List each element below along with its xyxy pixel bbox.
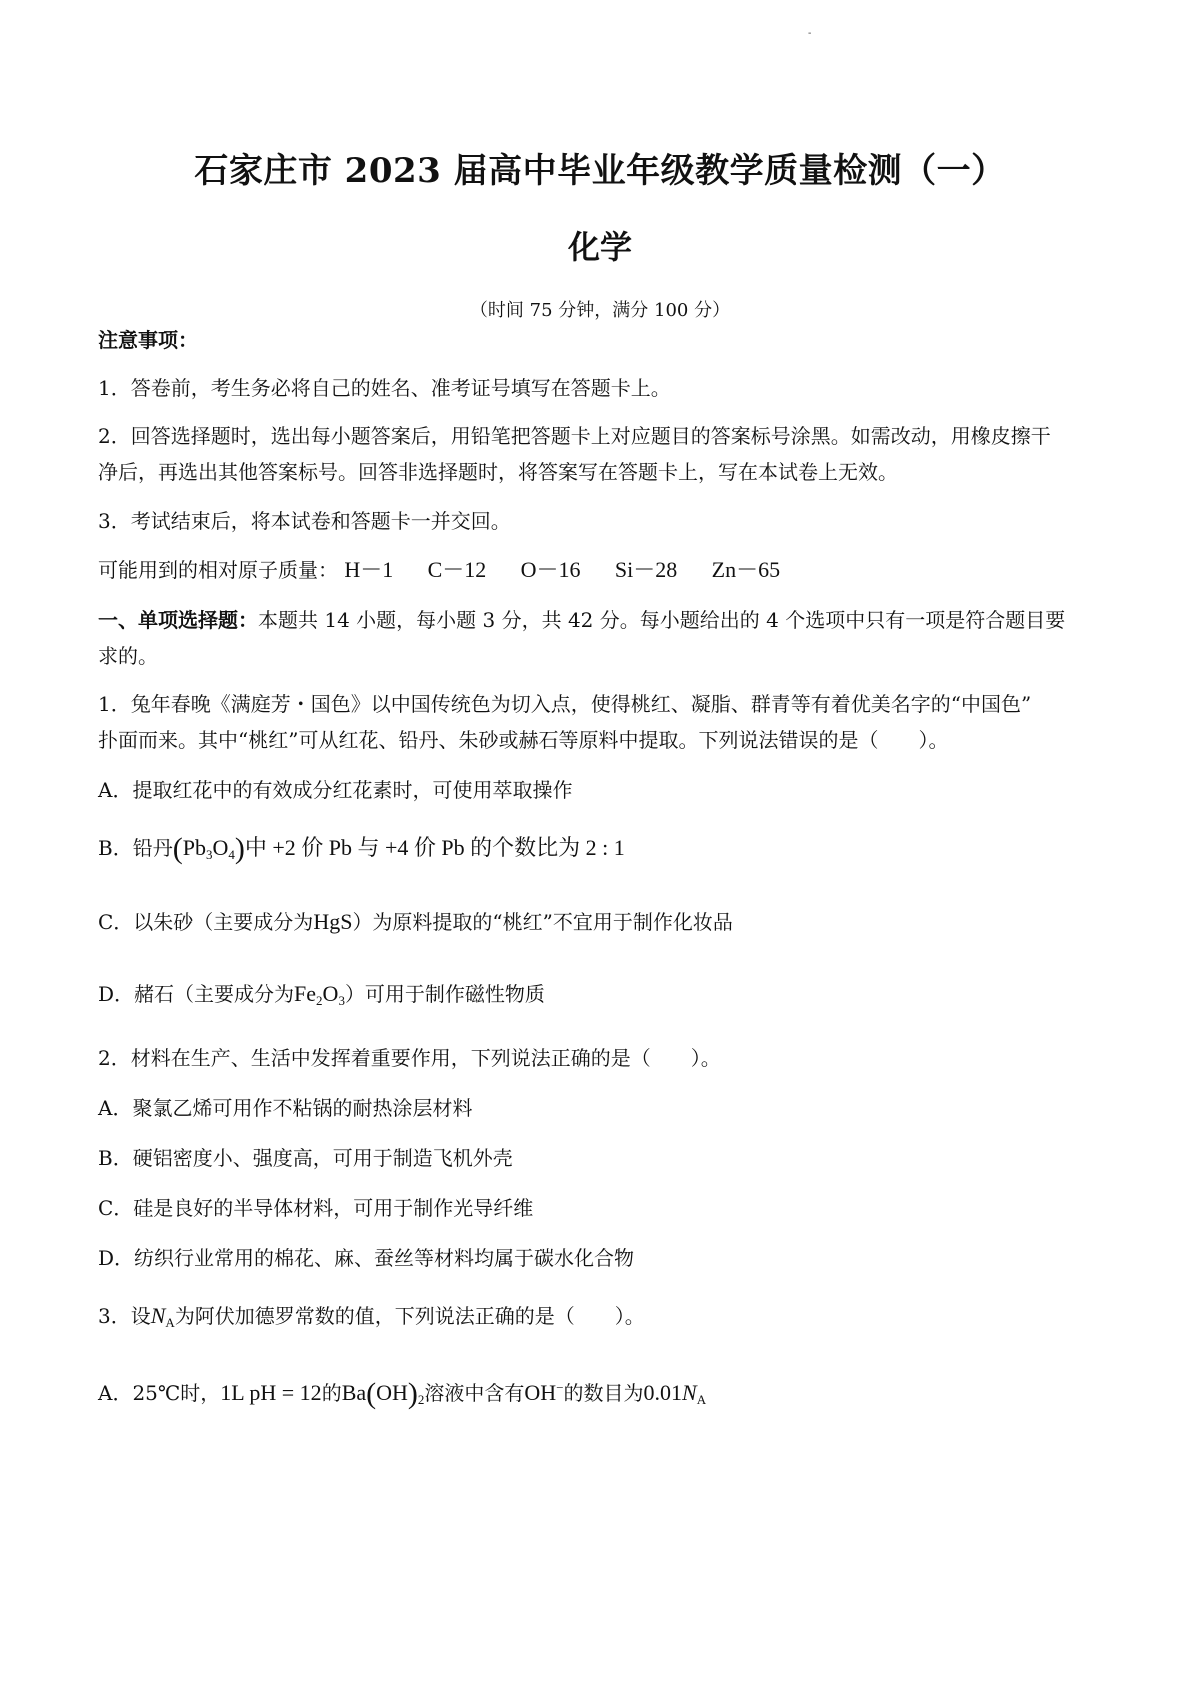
notice-item-2-cont: 净后，再选出其他答案标号。回答非选择题时，将答案写在答题卡上，写在本试卷上无效。: [98, 460, 898, 484]
notice-item-2: 2．回答选择题时，选出每小题答案后，用铅笔把答题卡上对应题目的答案标号涂黑。如需改动，用橡皮擦干: [98, 424, 1051, 448]
atomic-masses: 可能用到的相对原子质量： H－1 C－12 O－16 Si－28 Zn－65: [98, 552, 1108, 588]
q2-option-a: A．聚氯乙烯可用作不粘锅的耐热涂层材料: [98, 1096, 473, 1120]
mass-h: H－1: [344, 557, 394, 582]
exam-subject: 化学: [567, 228, 632, 266]
section1-desc-cont: 求的。: [98, 644, 158, 668]
q3-option-a: A．25℃时，1L pH = 12的$Ba(OH)_2$溶液中含有OH−的数目为$0.01N_A$: [98, 1377, 707, 1410]
mass-si: Si－28: [614, 557, 678, 582]
q1-option-a: A．提取红花中的有效成分红花素时，可使用萃取操作: [98, 778, 573, 802]
mass-c: C－12: [427, 557, 487, 582]
q2-option-d: D．纺织行业常用的棉花、麻、蚕丝等材料均属于碳水化合物: [98, 1246, 635, 1270]
q1-option-d: D．赭石（主要成分为$Fe_2O_3$）可用于制作磁性物质: [98, 981, 545, 1008]
exam-title: 石家庄市 2023 届高中毕业年级教学质量检测（一）: [194, 151, 1006, 191]
notice-item-1: 1．答卷前，考生务必将自己的姓名、准考证号填写在答题卡上。: [98, 376, 671, 400]
q1-option-b: B．铅丹$(Pb_3O_4)$中 +2 价 Pb 与 +4 价 Pb 的个数比为 2 : 1: [98, 832, 625, 865]
notice-heading: 注意事项：: [98, 328, 198, 352]
q1-option-c: C．以朱砂（主要成分为HgS）为原料提取的“桃红”不宜用于制作化妆品: [98, 909, 733, 934]
mass-zn: Zn－65: [711, 557, 781, 582]
q2-option-c: C．硅是良好的半导体材料，可用于制作光导纤维: [98, 1196, 534, 1220]
section1-heading: 一、单项选择题：本题共 14 小题，每小题 3 分，共 42 分。每小题给出的 4 个选项中只有一项是符合题目要: [98, 608, 1066, 632]
q3-stem: 3．设$N_A$为阿伏加德罗常数的值，下列说法正确的是（ ）。: [98, 1303, 645, 1330]
top-dot: -: [808, 28, 812, 39]
q2-option-b: B．硬铝密度小、强度高，可用于制造飞机外壳: [98, 1146, 513, 1170]
mass-o: O－16: [520, 557, 581, 582]
q2-stem: 2．材料在生产、生活中发挥着重要作用，下列说法正确的是（ ）。: [98, 1046, 721, 1070]
q1-stem-line2: 扑面而来。其中“桃红”可从红花、铅丹、朱砂或赫石等原料中提取。下列说法错误的是（ ）。: [98, 728, 949, 752]
q1-stem-line1: 1．兔年春晚《满庭芳・国色》以中国传统色为切入点，使得桃红、凝脂、群青等有着优美名字的“中国色”: [98, 692, 1032, 716]
time-info: （时间 75 分钟，满分 100 分）: [469, 300, 731, 321]
notice-item-3: 3．考试结束后，将本试卷和答题卡一并交回。: [98, 509, 511, 533]
